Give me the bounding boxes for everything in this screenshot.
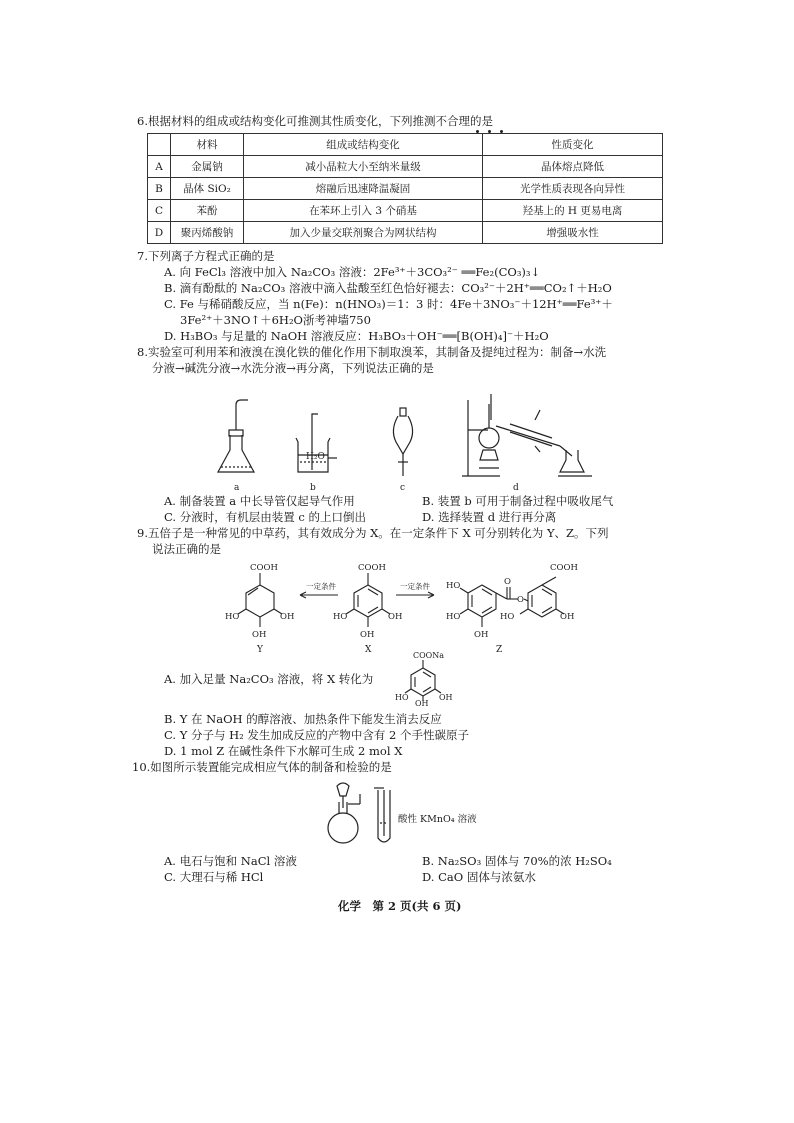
ho-label: HO: [395, 693, 409, 702]
q8-stem-line1: 8.实验室可利用苯和液溴在溴化铁的催化作用下制取溴苯，其制备及提纯过程为：制备→水洗: [137, 345, 607, 359]
table-cell: 晶体熔点降低: [483, 156, 663, 178]
q9-structures-figure: [220, 557, 590, 657]
oh-label: OH: [439, 693, 453, 702]
coona-label: COONa: [413, 651, 445, 660]
x-ho-label: HO: [333, 612, 348, 622]
y-cooh-label: COOH: [250, 563, 278, 573]
q7-option-d: D. H₃BO₃ 与足量的 NaOH 溶液反应：H₃BO₃＋OH⁻══[B(OH)₄]⁻＋H₂O: [164, 329, 549, 343]
q6-table: [147, 133, 663, 244]
molecule-x-icon: [346, 573, 390, 627]
q10-option-d: D. CaO 固体与浓氨水: [422, 870, 536, 884]
distillation-d-icon: [462, 394, 592, 476]
arrow-to-z-icon: [396, 592, 434, 598]
q9-option-b: B. Y 在 NaOH 的醇溶液、加热条件下能发生消去反应: [164, 712, 442, 726]
q6-stem: 6.根据材料的组成或结构变化可推测其性质变化，下列推测不合理的是: [137, 114, 493, 128]
y-oh-bottom-label: OH: [252, 630, 267, 640]
q8-option-c: C. 分液时，有机层由装置 c 的上口倒出: [164, 510, 366, 524]
table-cell: 减小晶粒大小至纳米量级: [244, 156, 483, 178]
z-ester-o-label: O: [517, 595, 524, 605]
test-tube-icon: [374, 788, 390, 842]
table-cell: 加入少量交联剂聚合为网状结构: [244, 222, 483, 244]
table-cell: 增强吸水性: [483, 222, 663, 244]
z-ho-top-label: HO: [446, 581, 461, 591]
z-carbonyl-o-label: O: [504, 577, 511, 587]
q8-stem-line2: 分液→碱洗分液→水洗分液→再分离，下列说法正确的是: [152, 361, 434, 375]
arrow-label-right: 一定条件: [400, 582, 430, 591]
table-header: 材料: [171, 134, 244, 156]
x-cooh-label: COOH: [358, 563, 386, 573]
arrow-to-y-icon: [300, 592, 338, 598]
y-ho-label: HO: [225, 612, 240, 622]
q8-option-d: D. 选择装置 d 进行再分离: [422, 510, 557, 524]
q9-option-a-structure: [395, 650, 465, 706]
q7-option-c-line2: 3Fe²⁺＋3NO↑＋6H₂O浙考神墙750: [180, 313, 371, 327]
arrow-label-left: 一定条件: [306, 582, 336, 591]
beaker-b-icon: [296, 414, 337, 472]
z-ho-label: HO: [446, 612, 461, 622]
table-cell: 苯酚: [171, 200, 244, 222]
q7-option-c-line1: C. Fe 与稀硝酸反应，当 n(Fe)：n(HNO₃)＝1：3 时：4Fe＋3NO₃⁻＋12H⁺══Fe³⁺＋: [164, 297, 613, 311]
table-cell: C: [148, 200, 171, 222]
q7-stem: 7.下列离子方程式正确的是: [137, 249, 275, 263]
molecule-label-y: Y: [257, 645, 263, 655]
table-cell: 金属钠: [171, 156, 244, 178]
q7-option-a: A. 向 FeCl₃ 溶液中加入 Na₂CO₃ 溶液：2Fe³⁺＋3CO₃²⁻ ══Fe₂(CO₃)₃↓: [164, 265, 541, 279]
apparatus-label-c: c: [400, 483, 406, 493]
page-footer: 化学 第 2 页(共 6 页): [338, 899, 462, 913]
apparatus-label-b: b: [310, 483, 316, 493]
x-oh-label: OH: [388, 612, 403, 622]
apparatus-label-a: a: [234, 483, 240, 493]
q9-stem-line1: 9.五倍子是一种常见的中草药，其有效成分为 X。在一定条件下 X 可分别转化为 Y、Z。下列: [137, 526, 609, 540]
q7-option-b: B. 滴有酚酞的 Na₂CO₃ 溶液中滴入盐酸至红色恰好褪去：CO₃²⁻＋2H⁺══CO₂↑＋H₂O: [164, 281, 612, 295]
molecule-y-icon: [238, 573, 282, 627]
q10-stem: 10.如图所示装置能完成相应气体的制备和检验的是: [132, 760, 392, 774]
z-ho-right-label: HO: [500, 612, 515, 622]
table-row: [148, 200, 663, 222]
q8-option-a: A. 制备装置 a 中长导管仅起导气作用: [164, 494, 355, 508]
table-cell: D: [148, 222, 171, 244]
table-row: [148, 156, 663, 178]
q9-option-d: D. 1 mol Z 在碱性条件下水解可生成 2 mol X: [164, 744, 403, 758]
q10-option-b: B. Na₂SO₃ 固体与 70%的浓 H₂SO₄: [422, 854, 612, 868]
table-header-row: [148, 134, 663, 156]
table-row: [148, 178, 663, 200]
table-cell: 羟基上的 H 更易电离: [483, 200, 663, 222]
q9-option-a: A. 加入足量 Na₂CO₃ 溶液，将 X 转化为: [164, 672, 374, 686]
separatory-funnel-c-icon: [393, 408, 412, 476]
table-cell: 熔融后迅速降温凝固: [244, 178, 483, 200]
apparatus-label-d: d: [513, 483, 519, 493]
table-cell: A: [148, 156, 171, 178]
z-oh-bottom-label: OH: [474, 630, 489, 640]
molecule-label-x: X: [365, 645, 372, 655]
q10-option-a: A. 电石与饱和 NaCl 溶液: [164, 854, 297, 868]
round-flask-icon: [328, 783, 360, 843]
flask-a-icon: [218, 400, 254, 472]
table-header: 组成或结构变化: [244, 134, 483, 156]
z-cooh-label: COOH: [550, 563, 578, 573]
table-header: [148, 134, 171, 156]
oh-mid-label: OH: [415, 699, 429, 706]
table-cell: 在苯环上引入 3 个硝基: [244, 200, 483, 222]
table-cell: 聚丙烯酸钠: [171, 222, 244, 244]
q9-stem-line2: 说法正确的是: [152, 542, 221, 556]
table-cell: B: [148, 178, 171, 200]
z-oh-label: OH: [560, 612, 575, 622]
q8-apparatus-figure: [200, 380, 620, 495]
molecule-label-z: Z: [496, 645, 503, 655]
q10-option-c: C. 大理石与稀 HCl: [164, 870, 264, 884]
reagent-label: 酸性 KMnO₄ 溶液: [398, 814, 477, 825]
x-oh-bottom-label: OH: [360, 630, 375, 640]
table-header: 性质变化: [483, 134, 663, 156]
water-label: H₂O: [306, 452, 325, 462]
q8-option-b: B. 装置 b 可用于制备过程中吸收尾气: [422, 494, 614, 508]
table-row: [148, 222, 663, 244]
y-oh-label: OH: [280, 612, 295, 622]
table-cell: 光学性质表现各向异性: [483, 178, 663, 200]
q9-option-c: C. Y 分子与 H₂ 发生加成反应的产物中含有 2 个手性碳原子: [164, 728, 470, 742]
table-cell: 晶体 SiO₂: [171, 178, 244, 200]
